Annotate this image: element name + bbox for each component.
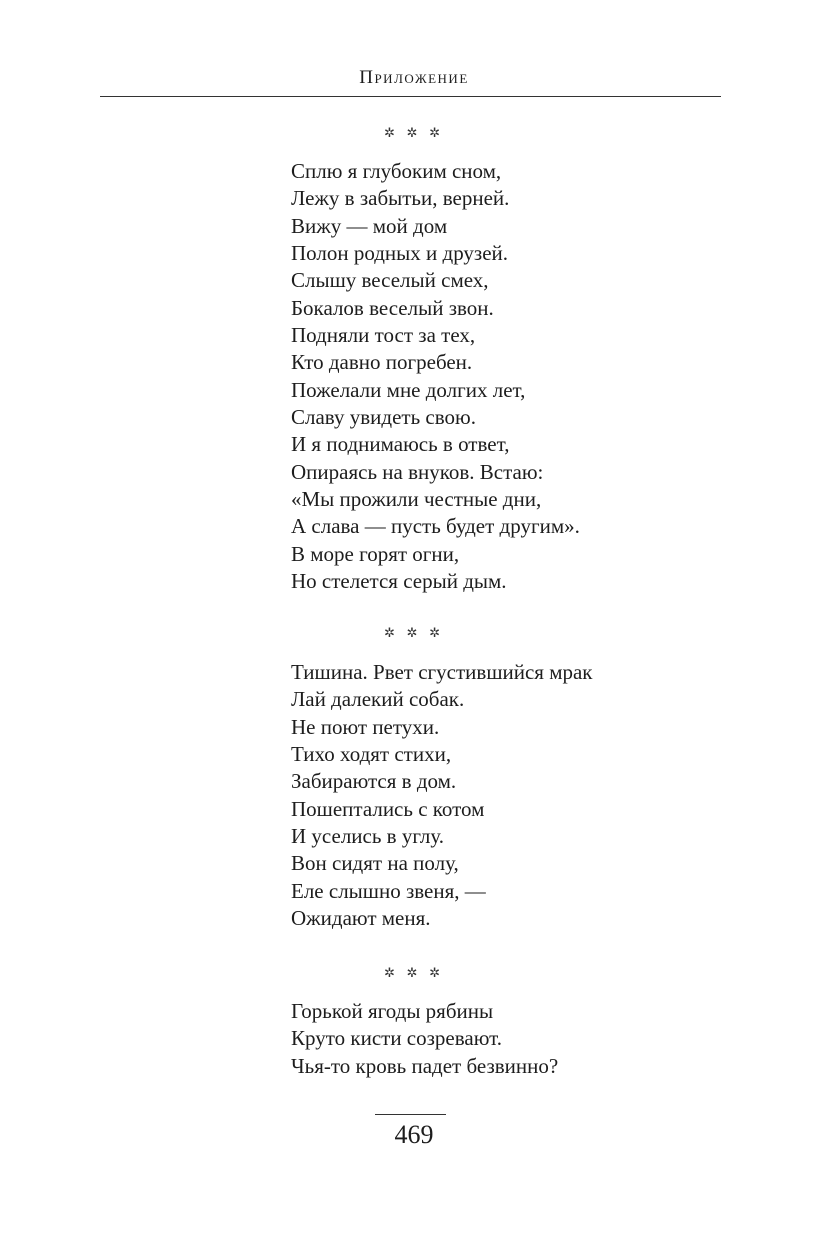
verse-line: А слава — пусть будет другим». [291,514,580,539]
verse-line: Еле слышно звеня, — [291,878,486,903]
separator-star-icon: ✲ [384,965,395,980]
poem-3 [291,998,731,1080]
verse-line: Ожидают меня. [291,906,431,931]
verse-line: Лежу в забытьи, верней. [291,186,510,211]
verse-line: В море горят огни, [291,541,460,566]
verse-line: Вон сидят на полу, [291,851,459,876]
separator-star-icon: ✲ [406,125,418,140]
verse-line: «Мы прожили честные дни, [291,487,542,512]
verse-line: Не поют петухи. [291,714,440,739]
verse-line: Сплю я глубоким сном, [291,159,502,183]
verse-line: Круто кисти созревают. [291,1026,502,1051]
verse-line: Славу увидеть свою. [291,405,476,430]
verse-line: Опираясь на внуков. Встаю: [291,459,544,484]
verse-line: Горькой ягоды рябины [291,999,494,1023]
separator-star-icon: ✲ [429,965,440,980]
verse-line: Вижу — мой дом [291,213,448,238]
header-rule [100,96,721,97]
verse-line: Тишина. Рвет сгустившийся мрак [291,660,593,684]
verse-line: Подняли тост за тех, [291,323,476,348]
separator-star-icon: ✲ [429,625,440,640]
verse-line: Пошептались с котом [291,796,485,821]
running-head: Приложение [359,67,469,88]
verse-line: Слышу веселый смех, [291,268,489,293]
separator-star-icon: ✲ [429,125,440,140]
poem-2 [291,659,731,932]
verse-line: Забираются в дом. [291,769,457,794]
section-separator [384,625,440,641]
separator-star-icon: ✲ [384,625,395,640]
poem-1 [291,158,731,596]
verse-line: Полон родных и друзей. [291,241,509,266]
verse-line: Но стелется серый дым. [291,569,507,594]
folio-rule [375,1114,446,1115]
verse-line: Кто давно погребен. [291,350,473,375]
verse-line: И уселись в углу. [291,824,445,849]
verse-line: Лай далекий собак. [291,687,465,712]
separator-star-icon: ✲ [406,625,418,640]
separator-star-icon: ✲ [384,125,395,140]
separator-star-icon: ✲ [406,965,418,980]
section-separator [384,125,440,141]
verse-line: Тихо ходят стихи, [291,742,452,767]
section-separator [384,965,440,981]
verse-line: И я поднимаюсь в ответ, [291,432,510,457]
verse-line: Бокалов веселый звон. [291,295,494,320]
verse-line: Чья-то кровь падет безвинно? [291,1053,559,1078]
verse-line: Пожелали мне долгих лет, [291,377,526,402]
page-number: 469 [394,1120,434,1149]
